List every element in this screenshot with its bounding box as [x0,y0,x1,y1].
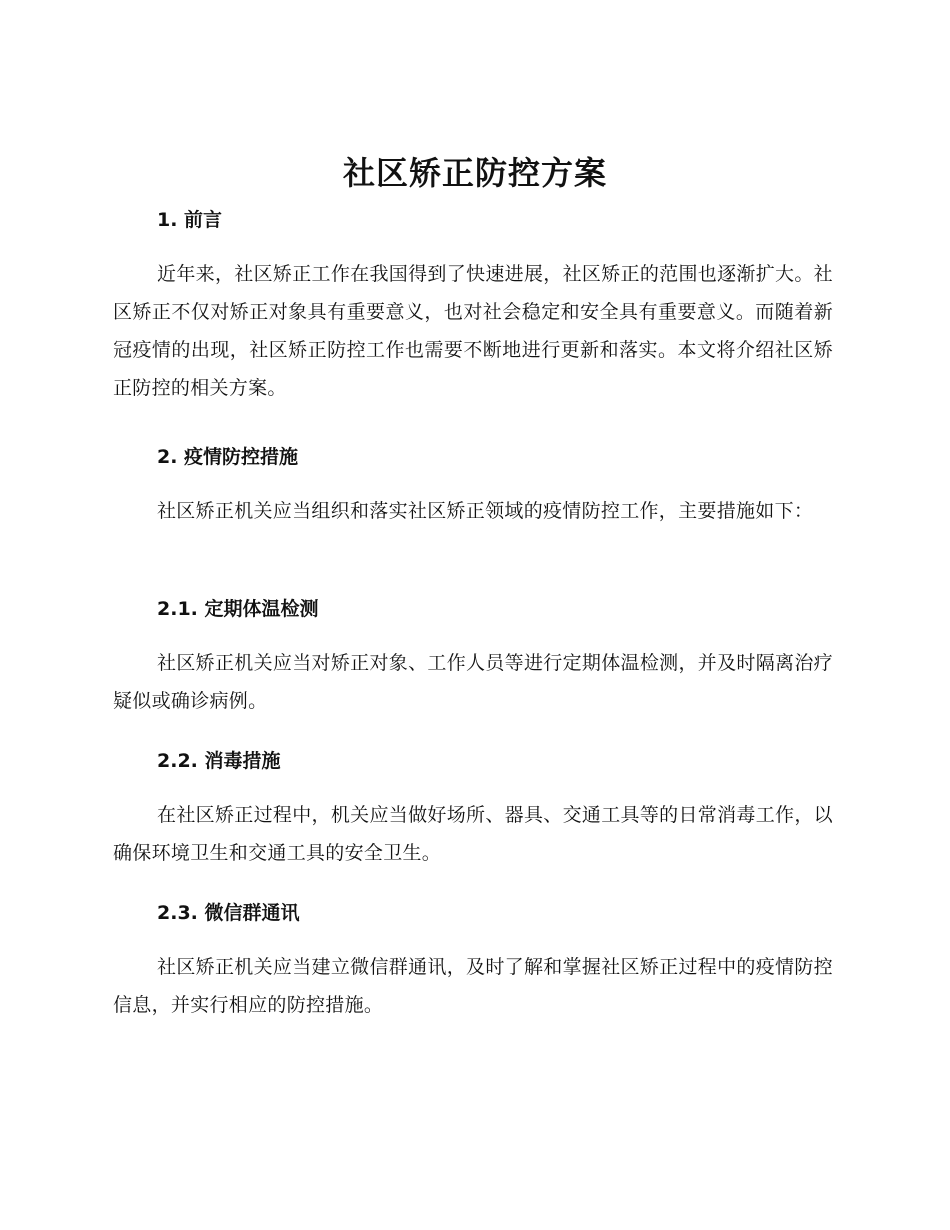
section-heading-disinfection: 2.2. 消毒措施 [157,750,281,772]
document-title: 社区矫正防控方案 [342,154,607,192]
section-paragraph-disinfection: 在社区矫正过程中，机关应当做好场所、器具、交通工具等的日常消毒工作，以确保环境卫生和交通工具的安全卫生。 [113,804,833,864]
section-heading-epidemic-measures: 2. 疫情防控措施 [157,446,299,468]
section-paragraph-wechat-group: 社区矫正机关应当建立微信群通讯，及时了解和掌握社区矫正过程中的疫情防控信息，并实行相应的防控措施。 [113,956,833,1016]
section-heading-wechat-group: 2.3. 微信群通讯 [157,902,300,924]
section-paragraph-epidemic-measures: 社区矫正机关应当组织和落实社区矫正领域的疫情防控工作，主要措施如下： [157,500,814,522]
section-paragraph-preface: 近年来，社区矫正工作在我国得到了快速进展，社区矫正的范围也逐渐扩大。社区矫正不仅对矫正对象具有重要意义，也对社会稳定和安全具有重要意义。而随着新冠疫情的出现，社区矫正防控工作也需要不断地进行更新和落实。本文将介绍社区矫正防控的相关方案。 [113,263,833,399]
section-paragraph-temperature-check: 社区矫正机关应当对矫正对象、工作人员等进行定期体温检测，并及时隔离治疗疑似或确诊病例。 [113,652,833,712]
section-heading-preface: 1. 前言 [157,209,223,231]
section-heading-temperature-check: 2.1. 定期体温检测 [157,598,319,620]
